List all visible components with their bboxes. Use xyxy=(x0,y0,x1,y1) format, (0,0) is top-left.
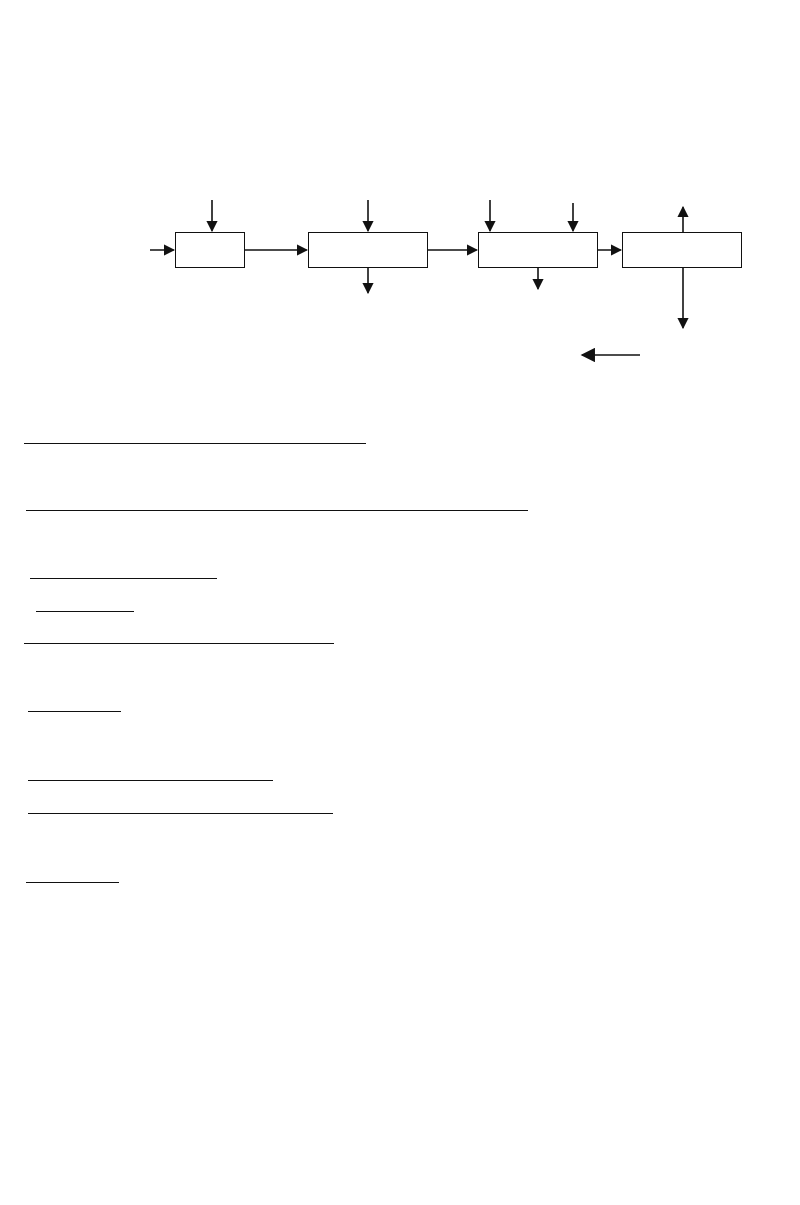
step-box-leach xyxy=(175,232,245,268)
answer-blank xyxy=(26,493,528,511)
step-box-arsenic xyxy=(478,232,598,268)
q21-option-d xyxy=(537,728,697,754)
answer-blank xyxy=(213,763,273,781)
q21-part3-sub1-line xyxy=(28,796,792,822)
black-phosphorus-structure-image xyxy=(0,885,800,1140)
q20-part2-line-1 xyxy=(34,528,792,554)
step-box-precipitate xyxy=(622,232,742,268)
q20-stem-line-1 xyxy=(30,110,792,136)
flow-arrows xyxy=(0,170,800,380)
q20-part1-sub2-line xyxy=(28,458,792,484)
q21-option-b xyxy=(235,728,370,754)
q20-stem-line-2 xyxy=(24,146,792,172)
q20-part3-line-1 xyxy=(36,594,792,620)
q20-part1-sub1-line xyxy=(24,426,792,452)
q20-part1-sub2-answer-line xyxy=(26,493,792,519)
q21-part1-line xyxy=(28,694,794,720)
answer-blank xyxy=(28,763,213,781)
q21-option-a xyxy=(58,728,228,754)
answer-blank xyxy=(28,694,121,712)
q20-part2-line-2 xyxy=(30,561,792,587)
page-footer xyxy=(0,1182,80,1204)
answer-blank xyxy=(28,796,333,814)
answer-blank xyxy=(36,594,134,612)
q21-part2-line xyxy=(28,763,792,789)
q20-part1-condition xyxy=(40,393,792,419)
answer-blank xyxy=(24,426,366,444)
q21-stem xyxy=(32,660,792,686)
q20-part3-line-2 xyxy=(24,626,792,652)
q21-option-c xyxy=(378,728,528,754)
q21-part3-sub2-line-1 xyxy=(24,831,794,857)
answer-blank xyxy=(24,626,334,644)
step-box-heavy-metal xyxy=(308,232,428,268)
answer-blank xyxy=(30,561,82,579)
answer-blank xyxy=(82,561,217,579)
answer-blank xyxy=(26,865,119,883)
